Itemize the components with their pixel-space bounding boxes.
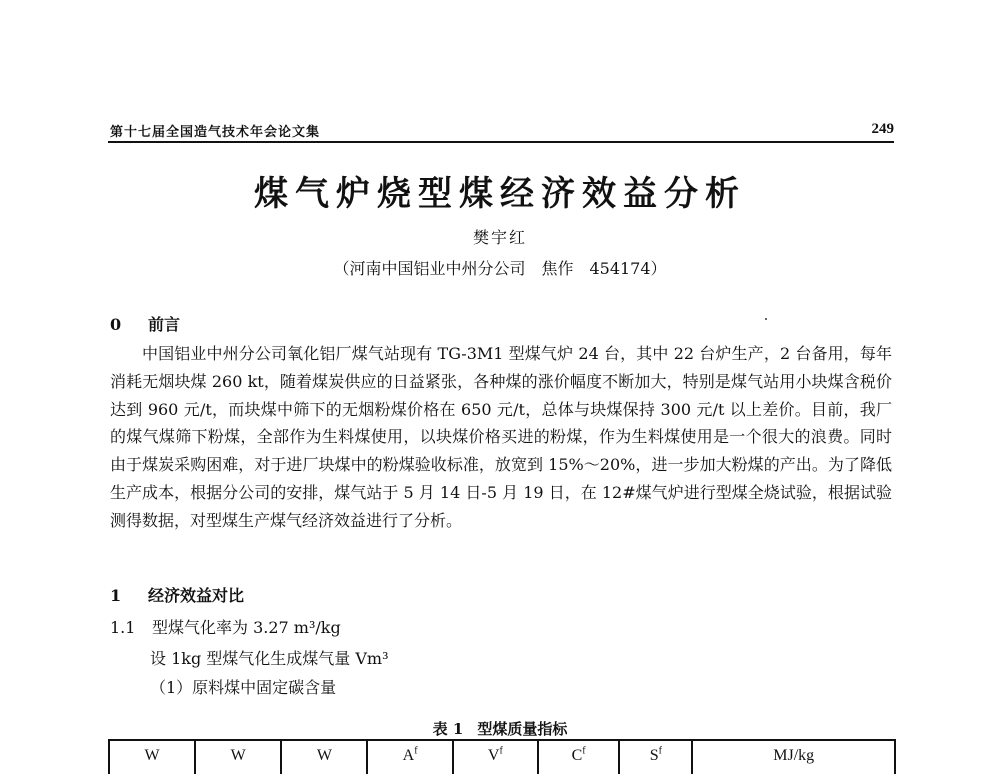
section-number: 1 <box>110 586 122 605</box>
table-header-cell: W <box>195 740 281 774</box>
table-caption <box>0 718 1000 739</box>
subsection-label: 型煤气化率为 3.27 m³/kg <box>152 618 341 637</box>
scan-speck <box>765 318 767 320</box>
subsection-number: 1.1 <box>110 618 136 637</box>
table-header-cell: $C^f$ <box>538 740 619 774</box>
table-header-cell: MJ/kg <box>692 740 895 774</box>
quality-table <box>108 739 896 769</box>
section-number: 0 <box>110 315 122 334</box>
running-head: 第十七届全国造气技术年会论文集 <box>110 125 321 140</box>
table-header-cell: W <box>109 740 195 774</box>
table-header-row <box>109 740 895 774</box>
subsection-heading-1-1 <box>110 615 341 638</box>
table-header-cell: $S^f$ <box>619 740 692 774</box>
section-heading-0 <box>110 312 180 335</box>
author-name: 樊宇红 <box>472 228 527 247</box>
gas-yield-line: 设 1kg 型煤气化生成煤气量 Vm³ <box>150 649 389 668</box>
header-rule <box>108 141 894 143</box>
table-header-cell: $A^f$ <box>367 740 452 774</box>
page-number: 249 <box>871 121 894 137</box>
table-header-cell: $V^f$ <box>453 740 538 774</box>
section-heading-1 <box>110 583 244 606</box>
author-affiliation: （河南中国铝业中州分公司 焦作 454174） <box>333 259 667 278</box>
section-label: 经济效益对比 <box>148 586 245 605</box>
intro-body <box>110 340 892 535</box>
paper-title: 煤气炉烧型煤经济效益分析 <box>254 174 746 214</box>
intro-paragraph: 中国铝业中州分公司氧化铝厂煤气站现有 TG-3M1 型煤气炉 24 台，其中 22 台炉生产，2 台备用，每年消耗无烟块煤 260 kt，随着煤炭供应的日益紧张，各种煤的涨价幅度不断加大，特别是煤气站用小块煤含税价达到 960 元/t，而块煤中筛下的无烟粉煤价格在 650 元/t，总体与块煤保持 300 元/t 以上差价。目前，我厂的煤气煤筛下粉煤，全部作为生料煤使用，以块煤价格买进的粉煤，作为生料煤使用是一个很大的浪费。同时由于煤炭采购困难，对于进厂块煤中的粉煤验收标准，放宽到 15%～20%，进一步加大粉煤的产出。为了降低生产成本，根据分公司的安排，煤气站于 5 月 14 日-5 月 19 日，在 12#煤气炉进行型煤全烧试验，根据试验测得数据，对型煤生产煤气经济效益进行了分析。 <box>110 344 892 530</box>
table-label: 表 1 <box>432 720 464 738</box>
section-label: 前言 <box>148 315 181 334</box>
table-header-cell: W <box>281 740 367 774</box>
fixed-carbon-line: （1）原料煤中固定碳含量 <box>150 678 337 697</box>
table-title: 型煤质量指标 <box>477 720 568 738</box>
